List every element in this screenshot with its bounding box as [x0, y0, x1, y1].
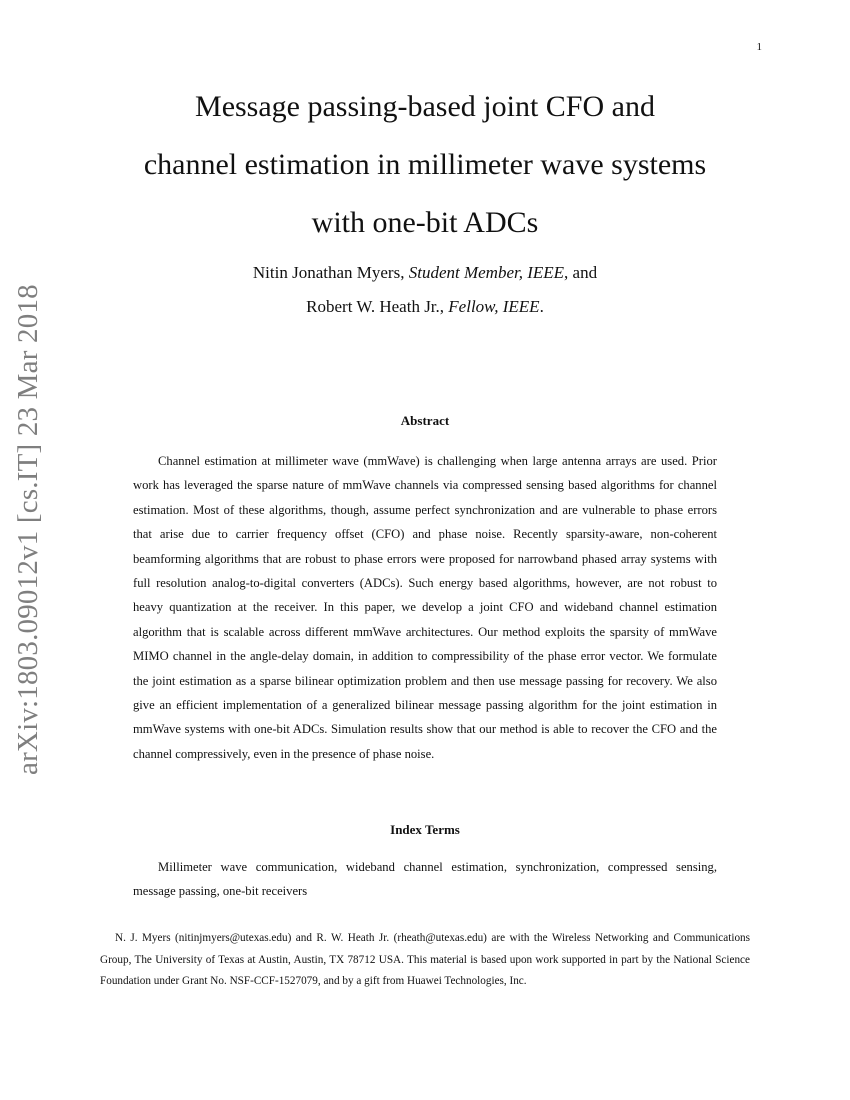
author-line-1 [100, 256, 750, 290]
affiliation-footnote: N. J. Myers (nitinjmyers@utexas.edu) and R. W. Heath Jr. (rheath@utexas.edu) are with the Wireless Networking and Communications Group, The University of Texas at Austin, Austin, TX 78712 USA. This material is based upon work supported in part by the National Science Foundation under Grant No. NSF-CCF-1527079, and by a gift from Huawei Technologies, Inc. [100, 932, 750, 987]
author-membership: Student Member, IEEE [408, 263, 565, 282]
abstract-heading: Abstract [400, 413, 450, 428]
page-number: 1 [756, 41, 762, 53]
abstract-text: Channel estimation at millimeter wave (mmWave) is challenging when large antenna arrays are used. Prior work has leveraged the sparse nature of mmWave channels via compressed sensing based algorithms for channel estimation. Most of these algorithms, though, assume perfect synchronization and are vulnerable to phase errors that arise due to carrier frequency offset (CFO) and phase noise. Recently sparsity-aware, non-coherent beamforming algorithms that are robust to phase errors were proposed for narrowband phased array systems with full resolution analog-to-digital converters (ADCs). Such energy based algorithms, however, are not robust to heavy quantization at the receiver. In this paper, we develop a joint CFO and wideband channel estimation algorithm that is scalable across different mmWave architectures. Our method exploits the sparsity of mmWave MIMO channel in the angle-delay domain, in addition to compressibility of the phase error vector. We formulate the joint estimation as a sparse bilinear optimization problem and then use message passing for recovery. We also give an efficient implementation of a generalized bilinear message passing algorithm for the joint estimation in mmWave systems with one-bit ADCs. Simulation results show that our method is able to recover the CFO and the channel compressively, even in the presence of phase noise. [133, 454, 717, 761]
author-name: Nitin Jonathan Myers, [252, 263, 409, 282]
author-separator: , and [564, 263, 598, 282]
title-line: channel estimation in millimeter wave systems [143, 148, 707, 181]
paper-title [60, 78, 790, 252]
title-line: with one-bit ADCs [311, 206, 539, 239]
index-terms-text: Millimeter wave communication, wideband channel estimation, synchronization, compressed sensing, message passing, one-bit receivers [133, 860, 717, 899]
author-membership: Fellow, IEEE [448, 297, 540, 316]
author-name: Robert W. Heath Jr., [306, 297, 449, 316]
author-line-2 [100, 290, 750, 324]
index-terms-heading: Index Terms [390, 822, 460, 837]
author-list [100, 256, 750, 324]
arxiv-identifier-stamp: arXiv:1803.09012v1 [cs.IT] 23 Mar 2018 [12, 284, 44, 775]
author-separator: . [539, 297, 544, 316]
title-line: Message passing-based joint CFO and [195, 90, 655, 123]
